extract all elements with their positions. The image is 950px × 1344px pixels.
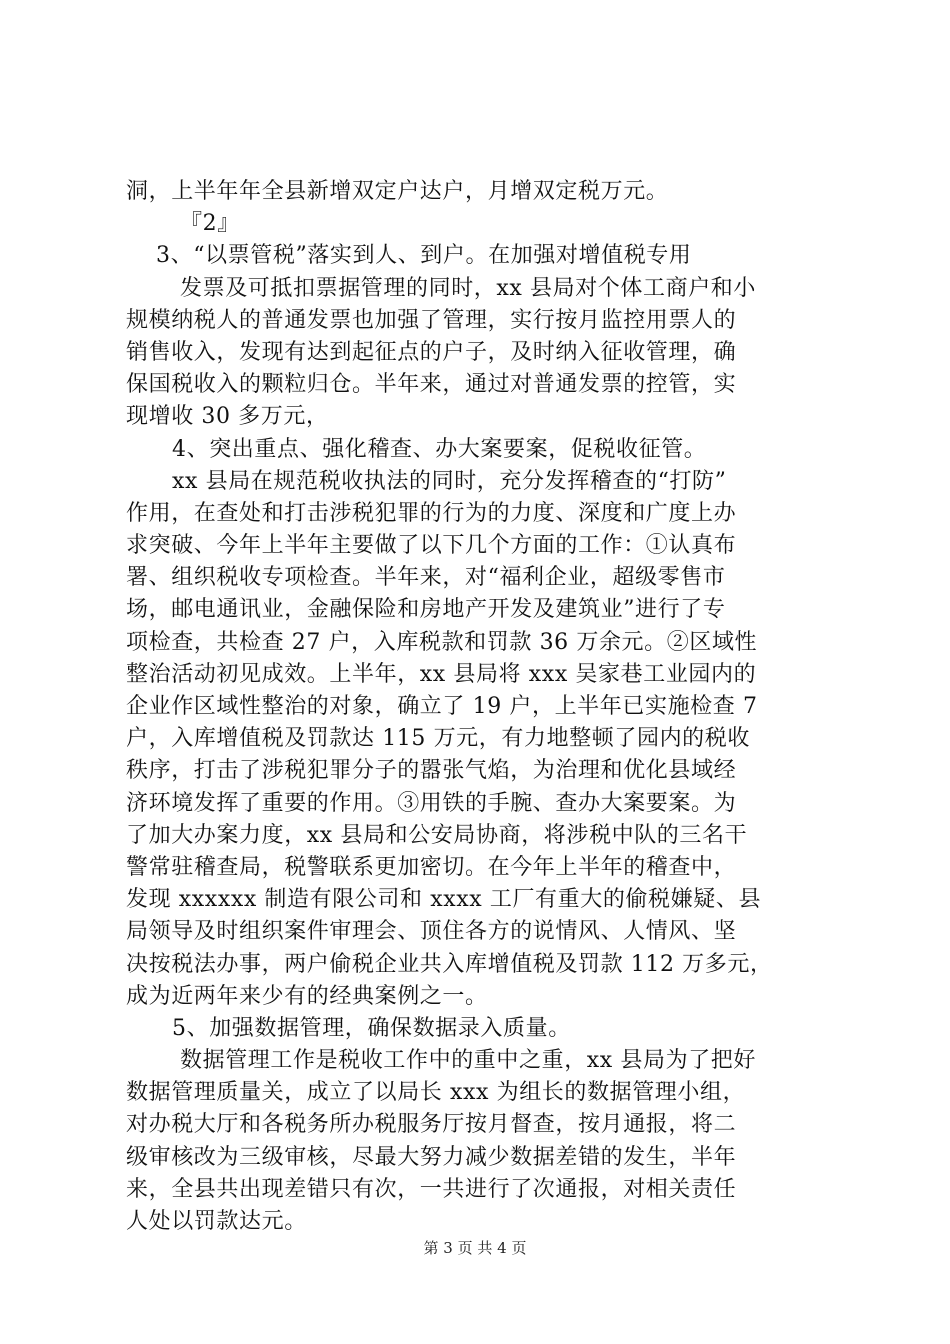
text-line: 户，入库增值税及罚款达 115 万元，有力地整顿了园内的税收	[126, 726, 750, 752]
text-line: 秩序，打击了涉税犯罪分子的嚣张气焰，为治理和优化县域经	[126, 758, 737, 784]
text-line: 局领导及时组织案件审理会、顶住各方的说情风、人情风、坚	[126, 919, 737, 945]
text-line: 企业作区域性整治的对象，确立了 19 户，上半年已实施检查 7	[126, 694, 758, 719]
text-line: 数据管理工作是税收工作中的重中之重，xx 县局为了把好	[180, 1048, 757, 1074]
text-line: 数据管理质量关，成立了以局长 xxx 为组长的数据管理小组，	[126, 1080, 746, 1106]
text-line: 规模纳税人的普通发票也加强了管理，实行按月监控用票人的	[126, 307, 737, 333]
text-line: 对办税大厅和各税务所办税服务厅按月督查，按月通报，将二	[126, 1112, 737, 1138]
page-footer: 第 3 页 共 4 页	[423, 1239, 527, 1257]
text-line: 求突破、今年上半年主要做了以下几个方面的工作：①认真布	[126, 533, 737, 559]
text-line: 济环境发挥了重要的作用。③用铁的手腕、查办大案要案。为	[126, 790, 737, 816]
text-line: 作用，在查处和打击涉税犯罪的行为的力度、深度和广度上办	[126, 500, 737, 526]
text-line: 发票及可抵扣票据管理的同时，xx 县局对个体工商户和小	[180, 275, 757, 301]
text-line: xx 县局在规范税收执法的同时，充分发挥稽查的“打防”	[172, 468, 727, 494]
text-line: 发现 xxxxxx 制造有限公司和 xxxx 工厂有重大的偷税嫌疑、县	[126, 887, 762, 913]
text-line: 级审核改为三级审核，尽最大努力减少数据差错的发生，半年	[126, 1144, 737, 1170]
document-body	[126, 176, 836, 1238]
text-line: 警常驻稽查局，税警联系更加密切。在今年上半年的稽查中，	[126, 854, 737, 880]
text-line: 整治活动初见成效。上半年，xx 县局将 xxx 吴家巷工业园内的	[126, 661, 757, 687]
text-line: 人处以罚款达元。	[126, 1209, 307, 1234]
text-line: 5、加强数据管理，确保数据录入质量。	[172, 1015, 571, 1041]
text-line: 4、突出重点、强化稽查、办大案要案，促税收征管。	[172, 436, 707, 462]
text-line: 项检查，共检查 27 户，入库税款和罚款 36 万余元。②区域性	[126, 629, 758, 655]
text-line: 决按税法办事，两户偷税企业共入库增值税及罚款 112 万多元，	[126, 951, 773, 977]
text-line: 洞，上半年年全县新增双定户达户，月增双定税万元。	[126, 179, 669, 204]
text-line: 销售收入，发现有达到起征点的户子，及时纳入征收管理，确	[126, 339, 737, 365]
text-line: 来，全县共出现差错只有次，一共进行了次通报，对相关责任	[126, 1176, 737, 1202]
text-line: 『2』	[180, 211, 240, 237]
text-line: 现增收 30 多万元，	[126, 404, 329, 430]
text-line: 场，邮电通讯业，金融保险和房地产开发及建筑业”进行了专	[126, 597, 726, 623]
text-line: 成为近两年来少有的经典案例之一。	[126, 983, 488, 1009]
text-line: 保国税收入的颗粒归仓。半年来，通过对普通发票的控管，实	[126, 372, 737, 398]
text-line: 3、“以票管税”落实到人、到户。在加强对增值税专用	[156, 243, 692, 269]
text-line: 署、组织税收专项检查。半年来，对“福利企业，超级零售市	[126, 565, 726, 591]
text-line: 了加大办案力度，xx 县局和公安局协商，将涉税中队的三名干	[126, 822, 748, 848]
